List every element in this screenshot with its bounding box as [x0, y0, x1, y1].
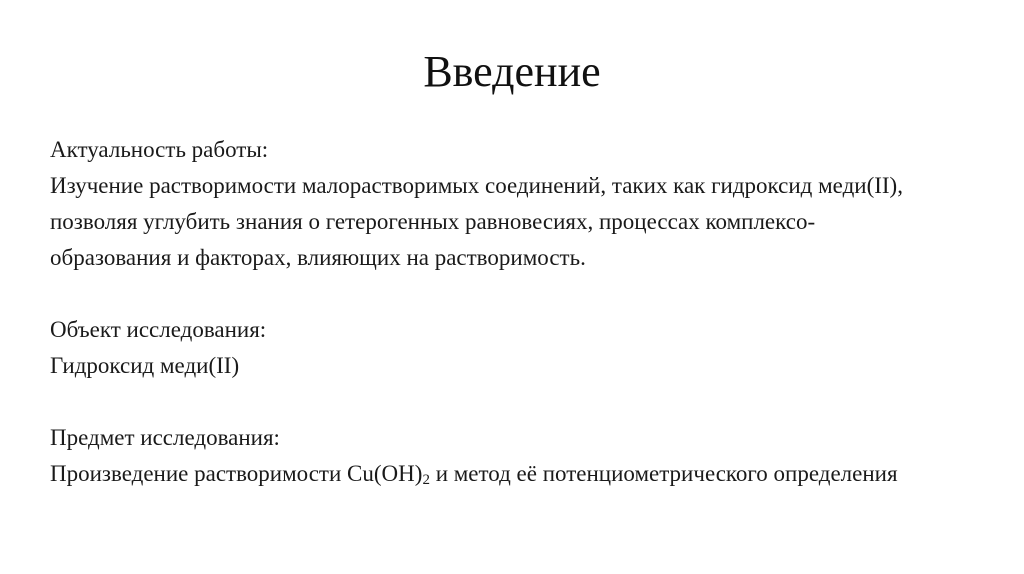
relevance-line-3: образования и факторах, влияющих на растворимость. — [50, 245, 586, 270]
object-section — [50, 312, 1010, 384]
subject-label: Предмет исследования: — [50, 425, 280, 450]
relevance-label: Актуальность работы: — [50, 137, 269, 162]
relevance-line-2: позволяя углубить знания о гетерогенных равновесиях, процессах комплексо- — [50, 209, 816, 234]
relevance-section — [50, 132, 1010, 276]
relevance-line-1: Изучение растворимости малорастворимых соединений, таких как гидроксид меди(II), — [50, 173, 903, 198]
slide-content — [50, 132, 1010, 492]
subject-section — [50, 420, 1010, 492]
subject-value-suffix: и метод её потенциометрического определения — [429, 461, 898, 486]
subject-value-prefix: Произведение растворимости Cu(OH) — [50, 461, 423, 486]
subject-value — [50, 456, 1010, 492]
subject-value-subscript: 2 — [422, 472, 430, 488]
object-label: Объект исследования: — [50, 317, 267, 342]
slide-title: Введение — [423, 47, 601, 96]
object-value: Гидроксид меди(II) — [50, 353, 240, 378]
